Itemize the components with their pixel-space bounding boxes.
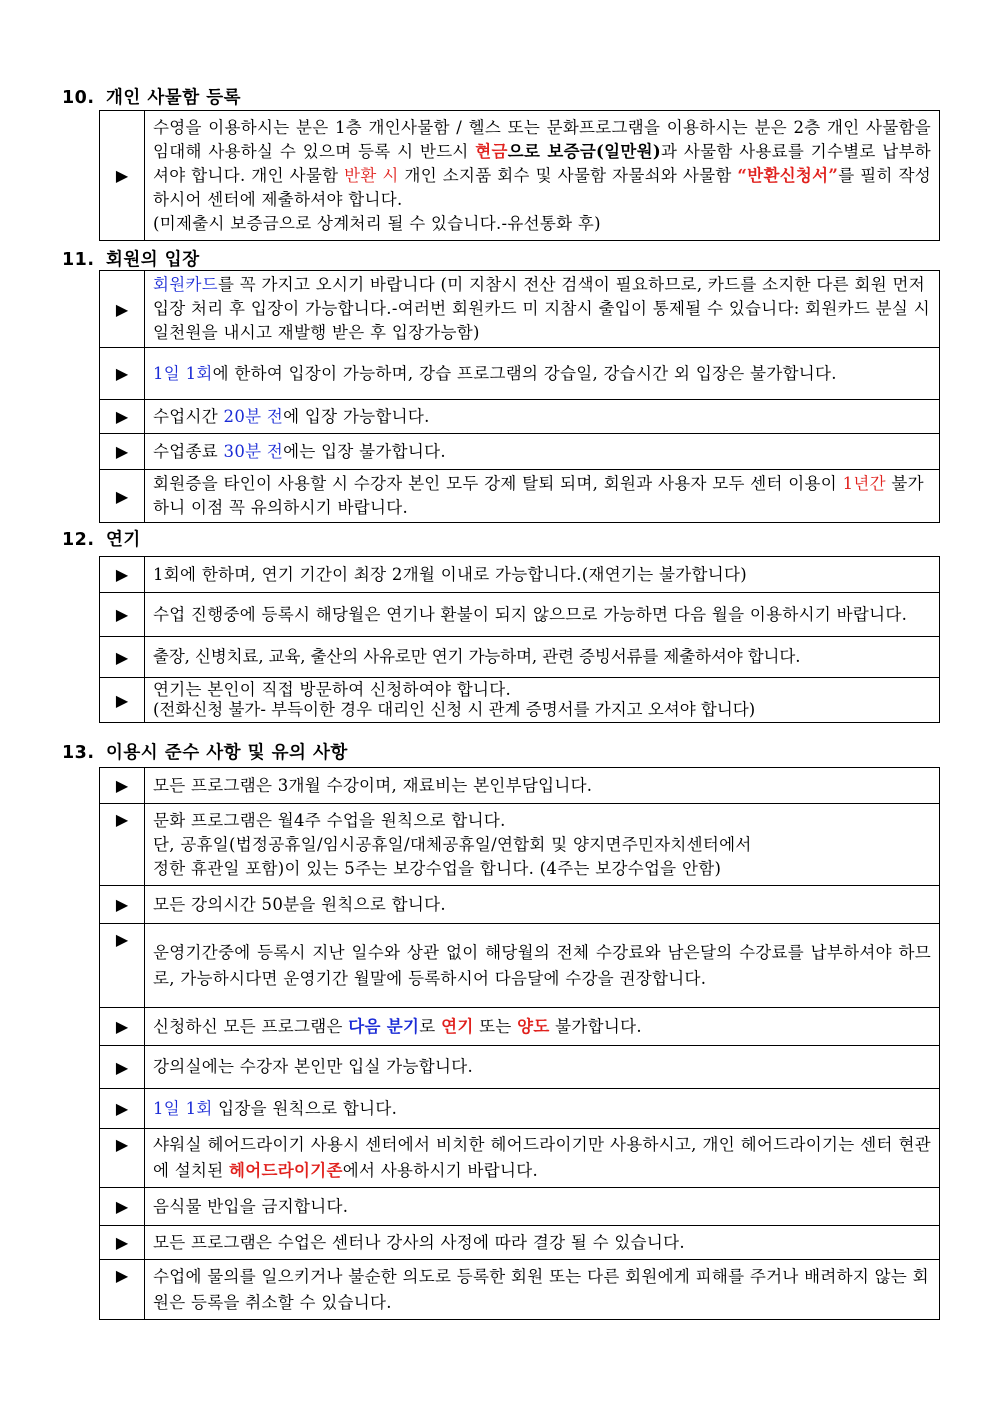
section-number: 11. [62, 250, 95, 270]
bullet-icon: ▶ [100, 348, 145, 400]
rule-text [145, 1089, 940, 1129]
rule-text [145, 678, 940, 723]
section-10-heading [62, 84, 241, 109]
return-form-highlight: “반환신청서” [737, 165, 839, 185]
bullet-icon: ▶ [100, 804, 145, 886]
table-row [100, 1129, 940, 1188]
bullet-icon: ▶ [100, 1089, 145, 1129]
bullet-icon: ▶ [100, 470, 145, 523]
text-segment: 에는 입장 불가합니다. [283, 441, 446, 461]
table-row [100, 637, 940, 678]
section-13-heading [62, 739, 348, 764]
bullet-icon: ▶ [100, 271, 145, 348]
table-row [100, 271, 940, 348]
text-segment: 연기는 본인이 직접 방문하여 신청하여야 합니다. [153, 680, 512, 699]
time-highlight: 20분 전 [223, 406, 284, 426]
text-segment: 에서 사용하시기 바랍니다. [342, 1161, 538, 1180]
table-row [100, 1008, 940, 1046]
bullet-icon: ▶ [100, 637, 145, 678]
text-segment: 회원증을 타인이 사용할 시 수강자 본인 모두 강제 탈퇴 되며, 회원과 사용자 모두 센터 이용이 [153, 474, 843, 493]
bullet-icon: ▶ [100, 593, 145, 637]
text-segment: 수영을 이용하시는 분은 1층 개인사물함 / 헬스 또는 문화프로그램을 이용하시는 분은 2층 개인 사물함을 임대해 사용하실 수 있으며 등록 시 반드시 [153, 117, 931, 161]
text-segment: 수업종료 [153, 441, 224, 461]
table-row [100, 593, 940, 637]
table-row [100, 1188, 940, 1226]
member-card-highlight: 회원카드 [153, 275, 218, 294]
text-segment: 개인 소지품 회수 및 사물함 자물쇠와 사물함 [398, 165, 738, 185]
once-a-day-highlight: 1일 1회 [153, 1098, 213, 1118]
rule-text [145, 271, 940, 348]
rule-text: 운영기간중에 등록시 지난 일수와 상관 없이 해당월의 전체 수강료와 남은달의 수강료를 납부하셔야 하므로, 가능하시다면 운영기간 월말에 등록하시어 다음달에 수강을 권장합니다. [145, 924, 940, 1008]
bullet-icon: ▶ [100, 1188, 145, 1226]
section-11-heading [62, 246, 200, 271]
table-row [100, 678, 940, 723]
bullet-icon: ▶ [100, 434, 145, 470]
rule-text: 출장, 신병치료, 교육, 출산의 사유로만 연기 가능하며, 관련 증빙서류를 제출하셔야 합니다. [145, 637, 940, 678]
return-highlight: 반환 시 [344, 165, 399, 185]
section-title: 이용시 준수 사항 및 유의 사항 [106, 743, 348, 763]
text-segment: 불가합니다. [549, 1016, 642, 1036]
table-row [100, 924, 940, 1008]
text-segment: 로 [419, 1016, 442, 1036]
bullet-icon: ▶ [100, 111, 145, 241]
table-row [100, 111, 940, 241]
text-segment: 입장을 원칙으로 합니다. [212, 1098, 398, 1118]
text-segment: (전화신청 불가- 부득이한 경우 대리인 신청 시 관계 증명서를 가지고 오셔야 합니다) [153, 700, 756, 719]
rule-text [145, 1008, 940, 1046]
text-segment: 과 사물함 사용료를 기수별로 납부하셔야 합니다. 개인 사물함 [153, 141, 931, 185]
rule-text: 1회에 한하며, 연기 기간이 최장 2개월 이내로 가능합니다.(재연기는 불가합니다) [145, 557, 940, 593]
rule-text: 모든 프로그램은 수업은 센터나 강사의 사정에 따라 결강 될 수 있습니다. [145, 1226, 940, 1260]
rule-text [145, 348, 940, 400]
text-segment: 에 한하여 입장이 가능하며, 강습 프로그램의 강습일, 강습시간 외 입장은 불가합니다. [212, 363, 837, 383]
text-segment: 또는 [473, 1016, 518, 1036]
section-number: 13. [62, 743, 95, 763]
text-segment: 샤워실 헤어드라이기 사용시 센터에서 비치한 헤어드라이기만 사용하시고, 개인 헤어드라이기는 센터 현관에 설치된 [153, 1135, 931, 1180]
text-segment: 신청하신 모든 프로그램은 [153, 1016, 349, 1036]
table-row [100, 768, 940, 804]
text-segment: 에 입장 가능합니다. [283, 406, 430, 426]
rule-text: 모든 강의시간 50분을 원칙으로 합니다. [145, 886, 940, 924]
text-segment: 불가하니 이점 꼭 유의하시기 바랍니다. [153, 474, 924, 517]
text-segment: 수업시간 [153, 406, 224, 426]
bullet-icon: ▶ [100, 1129, 145, 1188]
table-row [100, 1260, 940, 1320]
postpone-highlight: 연기 [441, 1016, 474, 1036]
text-segment: 문화 프로그램은 월4주 수업을 원칙으로 합니다. [153, 810, 506, 830]
text-segment: 를 필히 작성하시어 센터에 제출하셔야 합니다. [153, 165, 932, 209]
transfer-highlight: 양도 [517, 1016, 550, 1036]
bullet-icon: ▶ [100, 1260, 145, 1320]
table-row [100, 886, 940, 924]
deposit-highlight: 으로 보증금(일만원) [507, 141, 661, 161]
rule-text [145, 400, 940, 434]
text-segment: 를 꼭 가지고 오시기 바랍니다 (미 지참시 전산 검색이 필요하므로, 카드를 소지한 다른 회원 먼저 입장 처리 후 입장이 가능합니다.-여러번 회원카드 미 지참시 출입이 통제될 수 있습니다: 회원카드 분실 시 일천원을 내시고 재발행 받은 후 입장가능함) [153, 275, 930, 342]
table-row [100, 470, 940, 523]
table-row [100, 434, 940, 470]
bullet-icon: ▶ [100, 924, 145, 1008]
cash-highlight: 현금 [475, 141, 508, 161]
rule-text: 음식물 반입을 금지합니다. [145, 1188, 940, 1226]
text-segment: (미제출시 보증금으로 상계처리 될 수 있습니다.-유선통화 후) [153, 213, 601, 233]
section-title: 연기 [106, 530, 141, 550]
bullet-icon: ▶ [100, 768, 145, 804]
section-title: 개인 사물함 등록 [106, 88, 242, 108]
section-13-table [99, 767, 940, 1320]
table-row [100, 1226, 940, 1260]
rule-text: 모든 프로그램은 3개월 수강이며, 재료비는 본인부담입니다. [145, 768, 940, 804]
section-12-table [99, 556, 940, 723]
table-row [100, 557, 940, 593]
table-row [100, 1089, 940, 1129]
bullet-icon: ▶ [100, 886, 145, 924]
section-number: 10. [62, 88, 95, 108]
text-segment: 단, 공휴일(법정공휴일/임시공휴일/대체공휴일/연합회 및 양지면주민자치센터에서 [153, 834, 752, 854]
bullet-icon: ▶ [100, 557, 145, 593]
rule-text: 강의실에는 수강자 본인만 입실 가능합니다. [145, 1046, 940, 1089]
section-number: 12. [62, 530, 95, 550]
table-row [100, 348, 940, 400]
section-title: 회원의 입장 [106, 250, 200, 270]
section-12-heading [62, 526, 141, 551]
section-10-table [99, 110, 940, 241]
time-highlight: 30분 전 [223, 441, 284, 461]
bullet-icon: ▶ [100, 678, 145, 723]
table-row [100, 1046, 940, 1089]
rule-text [145, 804, 940, 886]
bullet-icon: ▶ [100, 1008, 145, 1046]
bullet-icon: ▶ [100, 1226, 145, 1260]
section-11-table [99, 270, 940, 523]
bullet-icon: ▶ [100, 400, 145, 434]
rule-text [145, 1129, 940, 1188]
rule-text: 수업에 물의를 일으키거나 불순한 의도로 등록한 회원 또는 다른 회원에게 피해를 주거나 배려하지 않는 회원은 등록을 취소할 수 있습니다. [145, 1260, 940, 1320]
one-year-highlight: 1년간 [842, 474, 886, 493]
rule-text [145, 111, 940, 241]
next-quarter-highlight: 다음 분기 [348, 1016, 420, 1036]
bullet-icon: ▶ [100, 1046, 145, 1089]
rule-text [145, 434, 940, 470]
text-segment: 정한 휴관일 포함)이 있는 5주는 보강수업을 합니다. (4주는 보강수업을 안함) [153, 858, 722, 878]
hairdryer-zone-highlight: 헤어드라이기존 [229, 1161, 343, 1180]
rule-text [145, 470, 940, 523]
rule-text: 수업 진행중에 등록시 해당월은 연기나 환불이 되지 않으므로 가능하면 다음 월을 이용하시기 바랍니다. [145, 593, 940, 637]
once-a-day-highlight: 1일 1회 [153, 363, 213, 383]
table-row [100, 804, 940, 886]
table-row [100, 400, 940, 434]
